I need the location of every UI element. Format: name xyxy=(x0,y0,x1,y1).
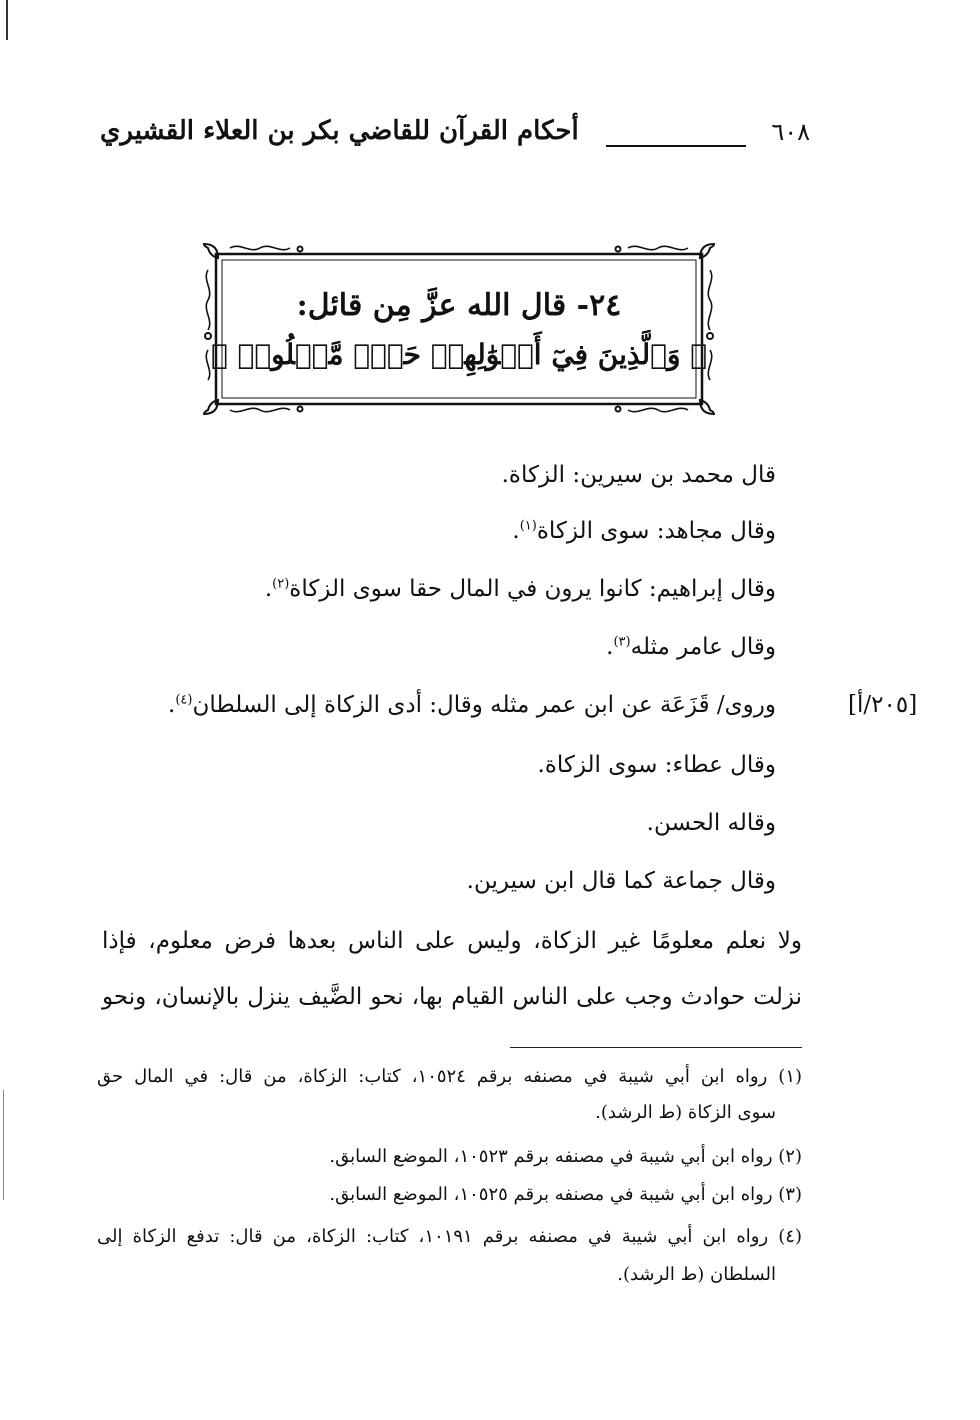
footnote-ref: (٢) xyxy=(272,576,290,592)
footnote-continuation: سوى الزكاة (ط الرشد). xyxy=(595,1102,776,1123)
quran-verse: ﴿ وَٱلَّذِينَ فِيٓ أَمۡوَٰلِهِمۡ حَقّٞ مَّعۡلُومٞ ﴾ xyxy=(210,338,708,371)
paragraph-line: ولا نعلم معلومًا غير الزكاة، وليس على الناس بعدها فرض معلوم، فإذا xyxy=(102,928,802,954)
footnote: (١) رواه ابن أبي شيبة في مصنفه برقم ١٠٥٢٤، كتاب: الزكاة، من قال: في المال حق xyxy=(97,1066,803,1087)
scan-edge-mark-lower xyxy=(3,1090,4,1200)
body-line: وقاله الحسن. xyxy=(646,810,776,836)
body-line xyxy=(606,634,776,660)
body-line xyxy=(265,576,776,602)
body-text: وروى/ قَزَعَة عن ابن عمر مثله وقال: أدى الزكاة إلى السلطان xyxy=(192,692,776,718)
body-text-end: . xyxy=(606,634,614,660)
body-text-end: . xyxy=(512,518,520,544)
page-number: ٦٠٨ xyxy=(771,118,810,146)
body-line: قال محمد بن سيرين: الزكاة. xyxy=(501,462,776,488)
body-line xyxy=(168,692,776,718)
scan-edge-mark xyxy=(6,0,8,40)
ornamental-border xyxy=(200,240,718,418)
paragraph-line: نزلت حوادث وجب على الناس القيام بها، نحو الضَّيف ينزل بالإنسان، ونحو xyxy=(102,984,802,1010)
header-rule xyxy=(606,145,746,147)
footnote-continuation: السلطان (ط الرشد). xyxy=(617,1264,776,1285)
body-line xyxy=(512,518,776,544)
book-title: أحكام القرآن للقاضي بكر بن العلاء القشيري xyxy=(100,116,579,146)
section-heading: ٢٤- قال الله عزَّ مِن قائل: xyxy=(296,288,622,323)
body-text: وقال مجاهد: سوى الزكاة xyxy=(536,518,776,544)
footnote-ref: (٤) xyxy=(175,692,193,708)
body-text-end: . xyxy=(168,692,176,718)
footnote-ref: (١) xyxy=(519,518,537,534)
body-text-end: . xyxy=(264,576,273,602)
footnote: (٣) رواه ابن أبي شيبة في مصنفه برقم ١٠٥٢٥، الموضع السابق. xyxy=(329,1184,802,1205)
footnote-separator xyxy=(510,1047,802,1048)
body-line: وقال عطاء: سوى الزكاة. xyxy=(537,752,776,778)
body-text: وقال إبراهيم: كانوا يرون في المال حقا سوى الزكاة xyxy=(289,576,776,602)
section-heading-frame xyxy=(200,240,718,418)
running-header xyxy=(100,112,810,162)
footnote: (٤) رواه ابن أبي شيبة في مصنفه برقم ١٠١٩١، كتاب: الزكاة، من قال: تدفع الزكاة إلى xyxy=(97,1226,802,1247)
manuscript-folio-ref: [٢٠٥/أ] xyxy=(848,692,918,718)
body-line: وقال جماعة كما قال ابن سيرين. xyxy=(466,868,776,894)
body-text: وقال عامر مثله xyxy=(630,634,776,660)
footnote: (٢) رواه ابن أبي شيبة في مصنفه برقم ١٠٥٢٣، الموضع السابق. xyxy=(329,1146,802,1167)
footnote-ref: (٣) xyxy=(613,634,631,650)
